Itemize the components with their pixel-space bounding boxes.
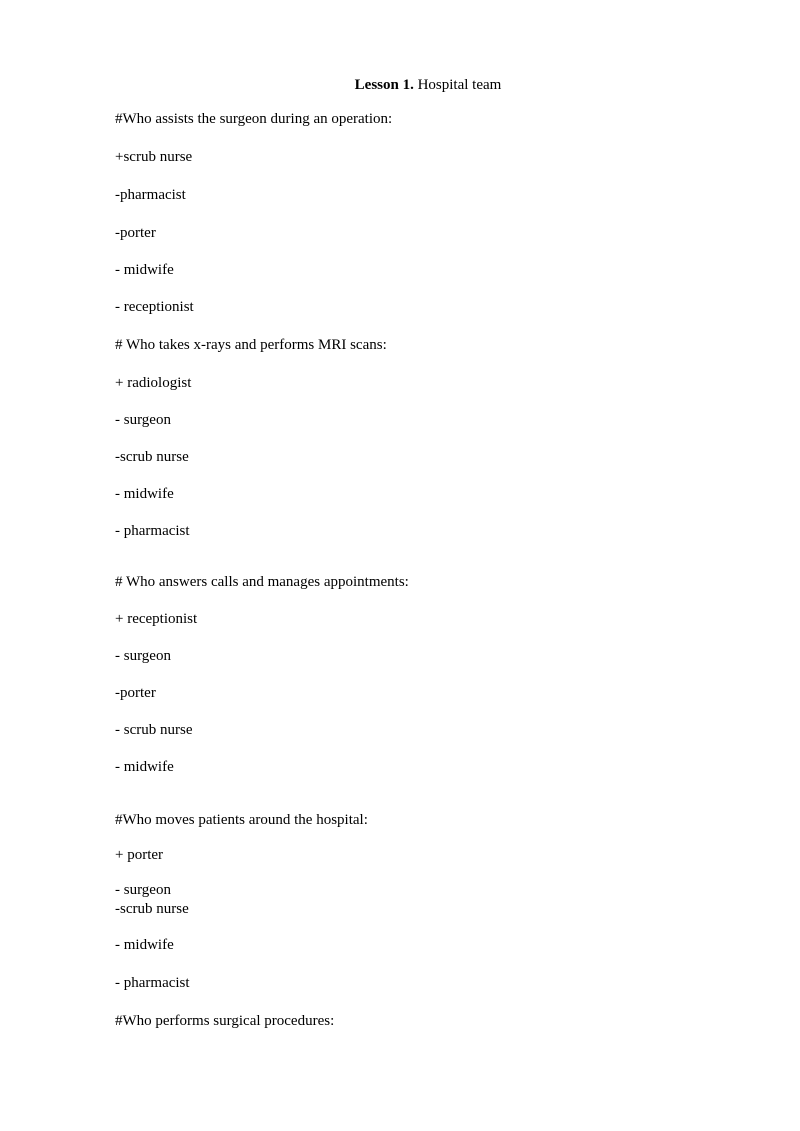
answer-option: - surgeon [115,412,171,428]
lesson-title [0,76,800,94]
question-5: #Who performs surgical procedures: [115,1013,335,1029]
answer-option: - receptionist [115,299,194,315]
answer-option: -porter [115,685,156,701]
question-3: # Who answers calls and manages appointments: [115,574,409,590]
answer-option: -pharmacist [115,187,186,203]
answer-option: -scrub nurse [115,901,189,917]
question-4: #Who moves patients around the hospital: [115,812,368,828]
answer-option: - pharmacist [115,975,190,991]
answer-option: + radiologist [115,375,192,391]
answer-option: +scrub nurse [115,149,193,165]
question-2: # Who takes x-rays and performs MRI scans: [115,337,387,353]
answer-option: - midwife [115,937,174,953]
answer-option: + porter [115,847,164,863]
answer-option: + receptionist [115,611,198,627]
lesson-title-rest: Hospital team [413,77,502,93]
answer-option: - surgeon [115,882,171,898]
question-1: #Who assists the surgeon during an operation: [115,111,393,127]
answer-option: - surgeon [115,648,171,664]
answer-option: -scrub nurse [115,449,189,465]
answer-option: - midwife [115,262,174,278]
answer-option: - midwife [115,759,174,775]
answer-option: - pharmacist [115,523,190,539]
answer-option: - scrub nurse [115,722,193,738]
lesson-title-bold: Lesson 1. [354,77,414,93]
answer-option: - midwife [115,486,174,502]
answer-option: -porter [115,225,156,241]
